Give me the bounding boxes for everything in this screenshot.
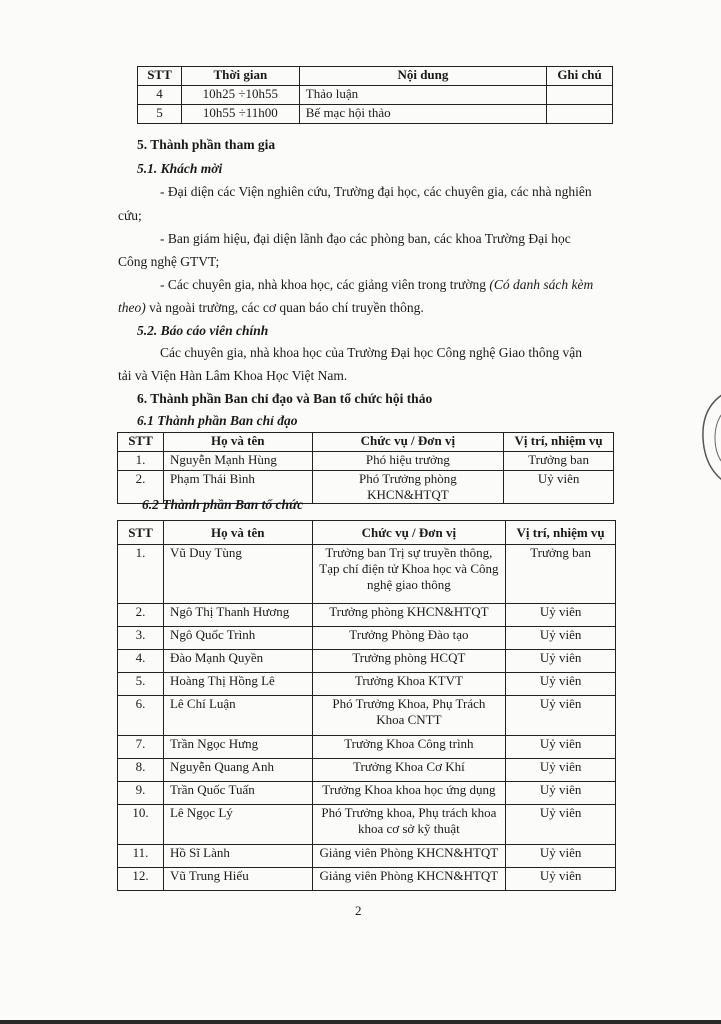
cell-name: Vũ Duy Tùng bbox=[163, 545, 312, 604]
table-row bbox=[118, 545, 616, 604]
header-stt: STT bbox=[118, 433, 164, 452]
section5-heading: 5. Thành phần tham gia bbox=[137, 137, 276, 152]
cell-position: Trưởng Khoa Cơ Khí bbox=[312, 759, 506, 782]
paragraph-line bbox=[160, 276, 593, 294]
cell-position: Trưởng Khoa khoa học ứng dụng bbox=[312, 782, 506, 805]
cell-position: Phó Trưởng phòng KHCN&HTQT bbox=[312, 471, 504, 504]
cell-stt: 2. bbox=[118, 471, 164, 504]
cell-stt: 9. bbox=[118, 782, 164, 805]
cell-stt: 7. bbox=[118, 736, 164, 759]
section5-sub1: 5.1. Khách mời bbox=[137, 161, 223, 176]
table-row bbox=[138, 86, 613, 105]
cell-role: Uỷ viên bbox=[506, 627, 616, 650]
paragraph-italic-text: (Có danh sách kèm bbox=[489, 277, 594, 292]
cell-position: Giảng viên Phòng KHCN&HTQT bbox=[312, 845, 506, 868]
cell-name: Hồ Sĩ Lành bbox=[163, 845, 312, 868]
cell-name: Ngô Quốc Trình bbox=[163, 627, 312, 650]
cell-stt: 1. bbox=[118, 545, 164, 604]
cell-position: Giảng viên Phòng KHCN&HTQT bbox=[312, 868, 506, 891]
table-row bbox=[118, 696, 616, 736]
paragraph-text: và ngoài trường, các cơ quan báo chí truyền thông. bbox=[145, 300, 424, 315]
cell-name: Trần Ngọc Hưng bbox=[163, 736, 312, 759]
cell-role: Uỷ viên bbox=[506, 650, 616, 673]
section6-heading: 6. Thành phần Ban chỉ đạo và Ban tổ chức hội thảo bbox=[137, 391, 433, 406]
section5-sub2: 5.2. Báo cáo viên chính bbox=[137, 323, 269, 338]
paragraph-line: - Đại diện các Viện nghiên cứu, Trường đại học, các chuyên gia, các nhà nghiên bbox=[160, 184, 592, 199]
header-stt: STT bbox=[138, 67, 182, 86]
header-name: Họ và tên bbox=[163, 521, 312, 545]
cell-role: Uỷ viên bbox=[506, 673, 616, 696]
table-row bbox=[118, 627, 616, 650]
cell-name: Đào Mạnh Quyền bbox=[163, 650, 312, 673]
page-number: 2 bbox=[355, 903, 362, 918]
table-header-row bbox=[138, 67, 613, 86]
cell-position: Trưởng phòng HCQT bbox=[312, 650, 506, 673]
cell-name: Ngô Thị Thanh Hương bbox=[163, 604, 312, 627]
schedule-table bbox=[137, 66, 613, 124]
cell-position: Phó Trưởng Khoa, Phụ Trách Khoa CNTT bbox=[312, 696, 506, 736]
cell-stt: 5 bbox=[138, 105, 182, 124]
seal-stamp-icon bbox=[701, 378, 721, 498]
cell-stt: 12. bbox=[118, 868, 164, 891]
cell-role: Uỷ viên bbox=[506, 845, 616, 868]
cell-stt: 4 bbox=[138, 86, 182, 105]
table-row bbox=[118, 782, 616, 805]
cell-position: Trưởng ban Trị sự truyền thông, Tạp chí điện tử Khoa học và Công nghệ giao thông bbox=[312, 545, 506, 604]
table-row bbox=[138, 105, 613, 124]
section6-sub1: 6.1 Thành phần Ban chỉ đạo bbox=[137, 413, 298, 428]
cell-stt: 6. bbox=[118, 696, 164, 736]
cell-role: Uỷ viên bbox=[506, 868, 616, 891]
cell-name: Vũ Trung Hiếu bbox=[163, 868, 312, 891]
cell-role: Uỷ viên bbox=[506, 736, 616, 759]
paragraph-line bbox=[118, 299, 424, 317]
cell-position: Trưởng Phòng Đào tạo bbox=[312, 627, 506, 650]
section6-sub2: 6.2 Thành phần Ban tổ chức bbox=[142, 497, 304, 512]
header-stt: STT bbox=[118, 521, 164, 545]
cell-role: Uỷ viên bbox=[506, 604, 616, 627]
table-header-row bbox=[118, 521, 616, 545]
header-role: Vị trí, nhiệm vụ bbox=[504, 433, 614, 452]
cell-stt: 3. bbox=[118, 627, 164, 650]
table-row bbox=[118, 868, 616, 891]
table-row bbox=[118, 650, 616, 673]
header-content: Nội dung bbox=[299, 67, 546, 86]
paragraph-line: - Ban giám hiệu, đại diện lãnh đạo các phòng ban, các khoa Trường Đại học bbox=[160, 231, 571, 246]
table-row bbox=[118, 673, 616, 696]
cell-role: Uỷ viên bbox=[504, 471, 614, 504]
header-role: Vị trí, nhiệm vụ bbox=[506, 521, 616, 545]
cell-name: Hoàng Thị Hồng Lê bbox=[163, 673, 312, 696]
header-note: Ghi chú bbox=[547, 67, 613, 86]
cell-content: Thảo luận bbox=[299, 86, 546, 105]
paragraph-text: - Các chuyên gia, nhà khoa học, các giảng viên trong trường bbox=[160, 277, 490, 292]
paragraph-italic-text: theo) bbox=[118, 300, 146, 315]
steering-table bbox=[117, 432, 614, 504]
cell-name: Nguyễn Quang Anh bbox=[163, 759, 312, 782]
header-name: Họ và tên bbox=[163, 433, 312, 452]
cell-time: 10h55 ÷11h00 bbox=[181, 105, 299, 124]
table-row bbox=[118, 759, 616, 782]
cell-stt: 8. bbox=[118, 759, 164, 782]
cell-name: Lê Chí Luận bbox=[163, 696, 312, 736]
table-row bbox=[118, 845, 616, 868]
cell-note bbox=[547, 105, 613, 124]
cell-position: Phó Trưởng khoa, Phụ trách khoa khoa cơ sở kỹ thuật bbox=[312, 805, 506, 845]
cell-stt: 4. bbox=[118, 650, 164, 673]
scan-edge-divider bbox=[0, 1020, 721, 1024]
paragraph-line: cứu; bbox=[118, 208, 142, 223]
header-position: Chức vụ / Đơn vị bbox=[312, 521, 506, 545]
cell-position: Phó hiệu trưởng bbox=[312, 452, 504, 471]
table-row bbox=[118, 452, 614, 471]
table-row bbox=[118, 805, 616, 845]
cell-role: Uỷ viên bbox=[506, 759, 616, 782]
cell-note bbox=[547, 86, 613, 105]
cell-role: Trưởng ban bbox=[506, 545, 616, 604]
cell-stt: 11. bbox=[118, 845, 164, 868]
cell-stt: 5. bbox=[118, 673, 164, 696]
cell-stt: 1. bbox=[118, 452, 164, 471]
cell-content: Bế mạc hội thảo bbox=[299, 105, 546, 124]
cell-role: Uỷ viên bbox=[506, 696, 616, 736]
paragraph-line: tải và Viện Hàn Lâm Khoa Học Việt Nam. bbox=[118, 368, 348, 383]
table-row bbox=[118, 604, 616, 627]
cell-position: Trưởng Khoa Công trình bbox=[312, 736, 506, 759]
header-position: Chức vụ / Đơn vị bbox=[312, 433, 504, 452]
cell-role: Uỷ viên bbox=[506, 782, 616, 805]
cell-position: Trưởng Khoa KTVT bbox=[312, 673, 506, 696]
cell-role: Trưởng ban bbox=[504, 452, 614, 471]
table-header-row bbox=[118, 433, 614, 452]
cell-stt: 10. bbox=[118, 805, 164, 845]
paragraph-line: Công nghệ GTVT; bbox=[118, 254, 220, 269]
cell-name: Phạm Thái Bình bbox=[163, 471, 312, 504]
cell-position: Trưởng phòng KHCN&HTQT bbox=[312, 604, 506, 627]
table-row bbox=[118, 736, 616, 759]
paragraph-line: Các chuyên gia, nhà khoa học của Trường Đại học Công nghệ Giao thông vận bbox=[160, 345, 582, 360]
header-time: Thời gian bbox=[181, 67, 299, 86]
cell-name: Trần Quốc Tuấn bbox=[163, 782, 312, 805]
cell-name: Lê Ngọc Lý bbox=[163, 805, 312, 845]
cell-time: 10h25 ÷10h55 bbox=[181, 86, 299, 105]
organizing-table bbox=[117, 520, 616, 891]
cell-stt: 2. bbox=[118, 604, 164, 627]
cell-role: Uỷ viên bbox=[506, 805, 616, 845]
cell-name: Nguyễn Mạnh Hùng bbox=[163, 452, 312, 471]
